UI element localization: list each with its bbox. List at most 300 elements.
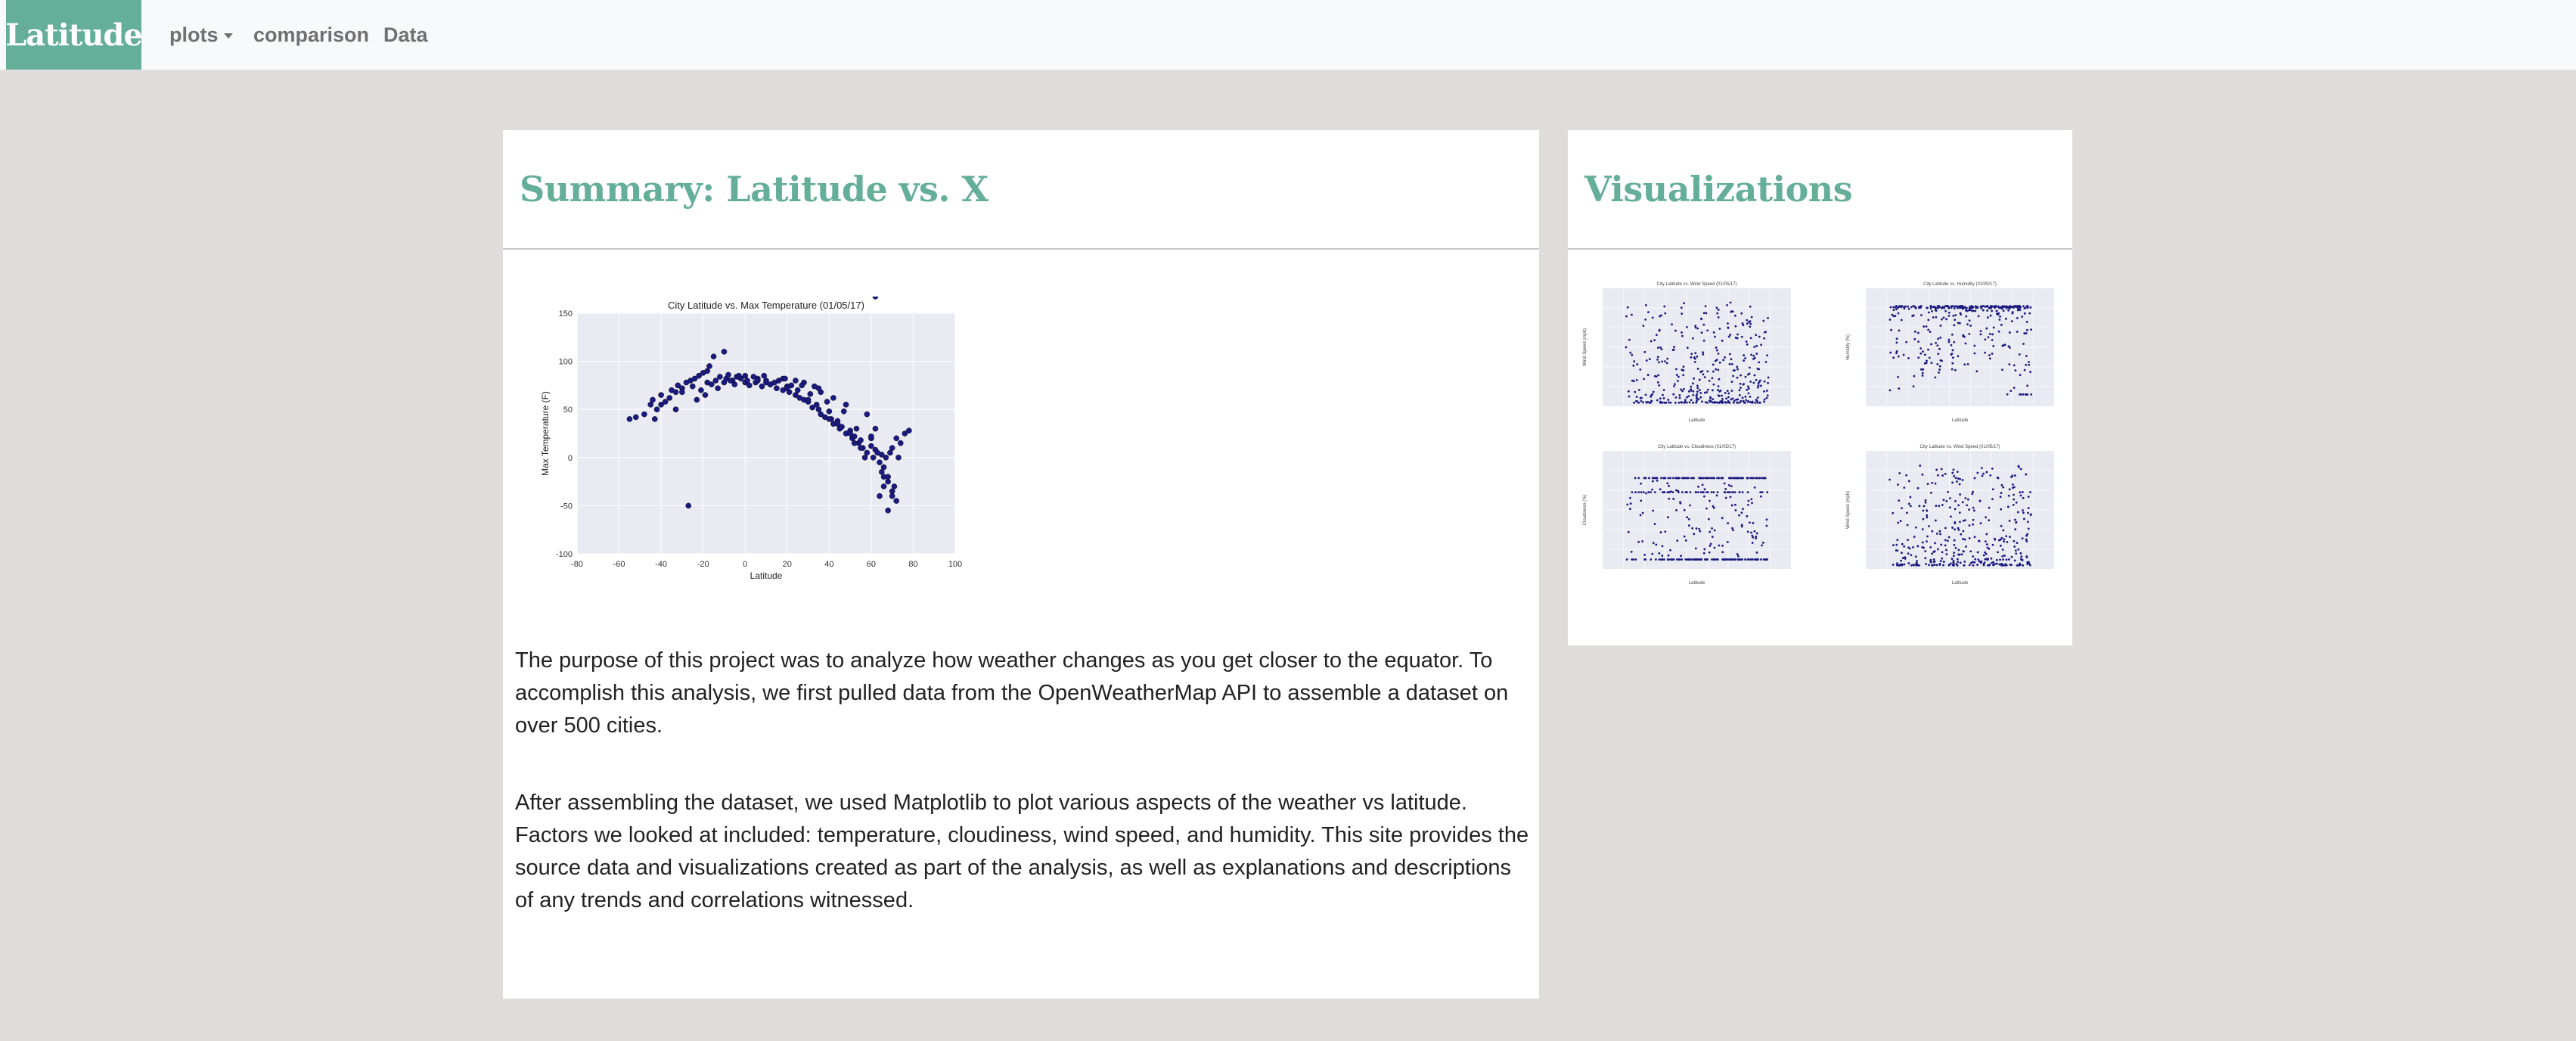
data-point [1628,531,1630,533]
data-point [679,390,684,395]
data-point [1954,500,1957,502]
data-point [1749,306,1752,308]
x-tick-label: 60 [866,560,877,569]
data-point [1659,397,1662,399]
data-point [1941,360,1943,362]
data-point [1948,315,1951,317]
data-point [1749,381,1752,383]
data-point [1928,312,1930,314]
data-point [2005,318,2007,320]
data-point [1668,491,1671,493]
data-point [659,402,664,407]
chart-title: City Latitude vs. Wind Speed (01/05/17) [1920,445,2000,449]
data-point [1681,477,1684,479]
data-point [1975,305,1977,307]
data-point [1711,491,1713,493]
data-point [1731,363,1733,365]
data-point [889,445,895,450]
data-point [1722,359,1724,362]
data-point [868,443,874,449]
data-point [2020,558,2022,561]
data-point [1703,552,1705,555]
data-point [1716,307,1718,309]
data-point [1686,396,1688,399]
data-point [1901,564,1904,566]
brand-logo[interactable]: Latitude [6,0,141,70]
data-point [1645,393,1647,396]
data-point [1950,562,1952,564]
data-point [1941,558,1943,560]
data-point [2022,491,2024,493]
data-point [2000,484,2003,486]
data-point [1666,358,1668,360]
data-point [1647,311,1650,313]
data-point [1675,509,1678,511]
data-point [1668,498,1670,500]
data-point [1650,400,1653,402]
data-point [1681,335,1684,337]
data-point [1992,544,1994,546]
data-point [1985,558,1988,561]
data-point [1953,475,1955,477]
data-point [1922,374,1924,377]
data-point [1639,368,1641,371]
data-point [1988,564,1991,567]
data-point [827,416,832,421]
data-point [713,378,718,383]
data-point [1724,558,1726,561]
data-point [1996,310,1998,312]
y-axis-label: Wind Speed (mph) [1846,490,1851,530]
data-point [1939,533,1941,535]
data-point [2011,320,2013,322]
data-point [1707,389,1709,391]
data-point [1692,390,1694,393]
data-point [1641,540,1643,542]
data-point [1764,399,1766,401]
data-point [1650,558,1652,561]
data-point [1908,480,1910,483]
data-point [1938,371,1940,374]
data-point [1900,560,1902,562]
data-point [1951,353,1954,355]
data-point [1634,491,1637,493]
data-point [1694,325,1696,327]
data-point [1969,550,1972,552]
data-point [1921,474,1923,476]
data-point [1945,500,1948,502]
data-point [1681,368,1683,371]
data-point [1644,477,1646,479]
data-point [1974,477,1976,480]
data-point [1729,402,1731,404]
data-point [1727,522,1729,524]
data-point [722,349,727,354]
data-point [1973,509,1975,511]
data-point [1944,527,1947,530]
data-point [2000,564,2003,567]
data-point [1749,396,1752,398]
data-point [2014,474,2016,477]
data-point [1957,527,1960,530]
data-point [1962,538,1964,540]
data-point [1749,320,1752,322]
data-point [2022,511,2025,514]
data-point [1699,392,1702,394]
data-point [1969,325,1972,327]
data-point [1705,391,1708,393]
data-point [1959,493,1961,496]
data-point [694,397,700,402]
data-point [887,450,892,455]
data-point [1895,352,1898,354]
data-point [1704,392,1706,394]
data-point [1955,477,1957,479]
data-point [816,386,821,391]
latitude-vs-max-temperature-chart[interactable] [532,297,985,592]
data-point [1944,310,1947,312]
nav-comparison[interactable]: comparison [253,23,370,46]
data-point [2001,555,2003,558]
data-point [1951,558,1954,560]
data-point [1971,493,1973,495]
data-point [1738,491,1740,493]
data-point [1659,346,1662,349]
data-point [1923,505,1926,508]
data-point [1701,400,1703,402]
data-point [1954,319,1956,321]
data-point [1957,471,1959,473]
data-point [1898,356,1900,358]
data-point [1752,477,1755,479]
data-point [1727,327,1730,329]
data-point [1895,342,1898,344]
data-point [1753,530,1755,533]
data-point [1704,558,1706,561]
data-point [1959,520,1961,523]
data-point [1990,315,1992,317]
data-point [1935,316,1937,319]
data-point [1980,334,1982,336]
data-point [1748,392,1750,394]
data-point [1941,552,1944,554]
data-point [1951,368,1954,371]
data-point [1739,390,1741,392]
data-point [1689,558,1691,561]
data-point [830,395,836,400]
data-point [2006,564,2008,567]
data-point [1662,394,1664,396]
data-point [1696,328,1699,330]
data-point [1724,488,1727,490]
data-point [1767,317,1769,319]
data-point [1652,316,1654,319]
data-point [1944,473,1947,475]
data-point [1663,402,1665,404]
data-point [1902,557,1904,559]
data-point [1643,378,1645,380]
data-point [1983,555,1985,557]
chart-title: City Latitude vs. Max Temperature (01/05/17) [668,300,864,311]
data-point [1738,514,1740,517]
data-point [2025,540,2028,542]
data-point [1937,548,1939,550]
data-point [1709,380,1711,382]
data-point [2028,312,2031,315]
x-tick-label: 80 [908,560,918,569]
data-point [1697,558,1699,561]
data-point [1760,385,1762,387]
data-point [1696,399,1698,402]
data-point [2019,552,2022,555]
data-point [1731,505,1733,507]
data-point [1642,401,1644,403]
data-point [1755,537,1757,539]
data-point [1932,316,1935,319]
data-point [1926,362,1928,364]
data-point [1980,522,1982,524]
data-point [1721,545,1724,547]
data-point [1935,505,1937,507]
data-point [1736,337,1739,340]
data-point [1911,315,1913,317]
data-point [864,412,870,417]
data-point [1989,333,1991,335]
data-point [1709,500,1711,502]
data-point [1951,362,1954,365]
data-point [1626,558,1628,561]
data-point [858,437,863,443]
data-point [1715,346,1718,349]
data-point [1974,310,1976,312]
data-point [2022,564,2024,567]
data-point [1747,401,1749,403]
data-point [2009,564,2011,566]
data-point [1684,509,1686,511]
data-point [2016,542,2019,544]
data-point [2029,371,2031,373]
data-point [1997,551,1999,553]
data-point [1713,507,1715,509]
nav-plots-dropdown[interactable] [169,0,233,70]
data-point [2000,539,2002,541]
data-point [1762,320,1764,322]
data-point [881,465,886,470]
data-point [1951,334,1954,336]
data-point [1972,507,1975,509]
data-point [1978,315,1980,318]
data-point [1629,508,1631,510]
data-point [1973,561,1975,564]
data-point [1944,544,1947,546]
visualizations-panel [1568,130,2072,645]
data-point [1678,491,1680,493]
data-point [1643,351,1646,353]
data-point [1733,399,1736,402]
data-point [1889,352,1892,354]
data-point [717,374,722,379]
data-point [1948,536,1951,539]
thumb-wind-speed-chart[interactable] [1575,278,1802,429]
data-point [1936,344,1938,346]
data-point [1960,533,1962,536]
data-point [2030,328,2032,331]
chart-title: City Latitude vs. Wind Speed (01/05/17) [1656,282,1737,287]
data-point [1666,482,1668,484]
data-point [1982,309,1985,312]
data-point [1746,319,1748,322]
data-point [1932,564,1934,566]
data-point [1686,491,1688,493]
data-point [1659,315,1661,318]
chart-title: City Latitude vs. Humidity (01/05/17) [1923,282,1997,287]
data-point [1898,472,1901,474]
data-point [1643,554,1646,556]
y-tick-label: 0 [567,453,573,463]
data-point [894,498,899,503]
data-point [1973,345,1975,347]
x-axis-label: Latitude [750,570,783,581]
data-point [1687,346,1689,349]
data-point [1764,331,1766,334]
data-point [1925,499,1927,502]
data-point [1746,389,1748,391]
data-point [1715,368,1717,371]
data-point [1657,356,1659,358]
data-point [1705,401,1707,403]
data-point [1706,370,1709,372]
data-point [1937,474,1939,477]
data-point [1740,477,1742,479]
data-point [1724,392,1727,394]
y-axis-label: Humidity (%) [1846,334,1851,361]
data-point [1985,328,1988,330]
data-point [2014,519,2016,521]
data-point [1919,465,1921,467]
data-point [1952,315,1954,317]
data-point [1644,319,1646,321]
data-point [1943,499,1945,501]
data-point [2030,514,2032,516]
data-point [1940,560,1942,562]
data-point [1631,551,1633,553]
data-point [1634,391,1636,393]
data-point [1686,516,1688,518]
data-point [1759,491,1761,493]
data-point [1999,558,2001,561]
data-point [1917,332,1920,334]
data-point [667,395,672,400]
data-point [1714,336,1716,338]
data-point [1736,334,1739,336]
data-point [1727,396,1730,399]
data-point [1736,399,1739,401]
data-point [744,378,750,383]
data-point [1630,502,1632,505]
data-point [1901,543,1904,545]
data-point [1661,555,1663,557]
data-point [1703,340,1705,342]
data-point [1730,399,1732,401]
data-point [1713,331,1715,334]
data-point [1922,542,1924,544]
data-point [1692,402,1694,404]
plot-area [577,313,955,554]
data-point [1954,539,1956,542]
data-point [816,407,821,412]
data-point [1678,558,1680,561]
data-point [1702,351,1704,353]
data-point [1892,356,1895,359]
data-point [1944,305,1947,307]
thumb-cloudiness-chart[interactable] [1575,440,1802,592]
data-point [1640,483,1642,485]
thumb-wind-speed-chart-2[interactable] [1839,440,2065,592]
data-point [1703,548,1705,551]
data-point [1976,564,1979,566]
data-point [1684,399,1687,401]
data-point [2012,486,2014,489]
thumb-humidity-chart[interactable] [1839,278,2065,429]
data-point [1938,505,1940,507]
data-point [2000,492,2003,494]
data-point [2021,315,2023,318]
data-point [1927,328,1929,331]
data-point [1690,388,1692,390]
data-point [1683,302,1685,304]
nav-data[interactable]: Data [383,23,428,46]
data-point [2002,558,2004,561]
data-point [1916,545,1919,548]
data-point [1982,473,1985,475]
data-point [1730,496,1732,498]
data-point [1702,491,1704,493]
data-point [1954,508,1957,510]
data-point [2002,530,2004,532]
data-point [1952,350,1954,352]
data-point [1681,402,1684,404]
data-point [1966,309,1968,312]
data-point [854,426,859,431]
data-point [795,387,800,393]
data-point [1712,536,1714,538]
data-point [1681,558,1683,561]
data-point [1761,545,1763,547]
data-point [1631,354,1633,356]
data-point [1640,397,1642,399]
data-point [2016,317,2019,319]
data-point [1659,488,1662,490]
data-point [1951,527,1954,529]
data-point [1936,533,1938,535]
data-point [2025,393,2027,396]
data-point [1640,499,1642,502]
data-point [1994,306,1996,308]
data-point [1705,477,1708,479]
data-point [1897,376,1899,378]
data-point [2013,494,2015,496]
data-point [1744,357,1746,359]
data-point [1732,529,1734,531]
data-point [1938,348,1941,350]
data-point [1950,344,1952,346]
data-point [652,416,657,421]
data-point [1632,558,1634,561]
data-point [1725,397,1727,399]
data-point [2022,509,2024,511]
navbar [0,0,2576,70]
data-point [1986,543,1988,545]
